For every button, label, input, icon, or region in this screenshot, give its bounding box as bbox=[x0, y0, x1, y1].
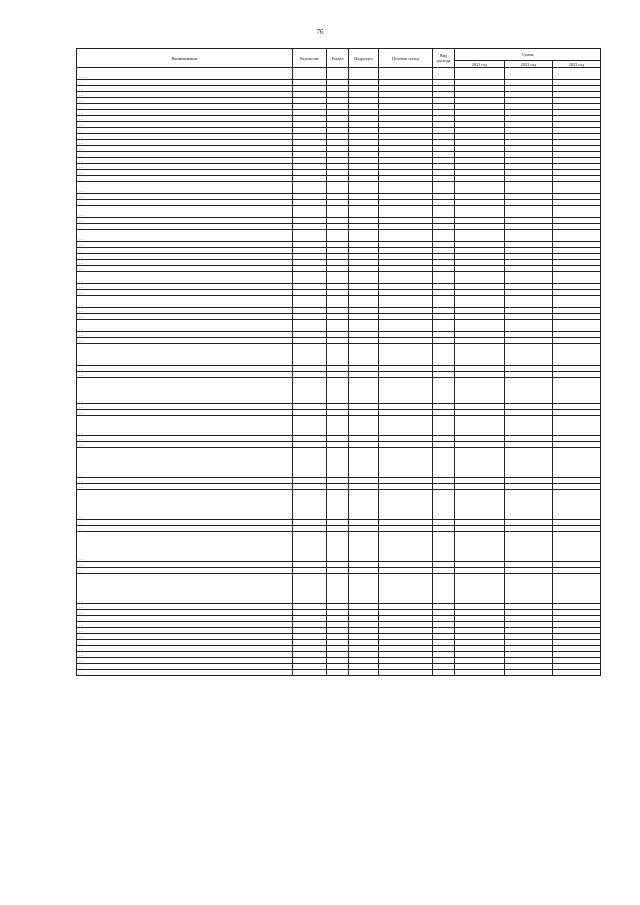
cell-dept bbox=[293, 230, 327, 242]
cell-y3 bbox=[553, 378, 601, 404]
cell-name: … bbox=[77, 152, 293, 158]
cell-y2 bbox=[505, 182, 553, 194]
cell-y3 bbox=[553, 182, 601, 194]
col-header-dept: Ведомство bbox=[293, 49, 327, 68]
col-header-year-1: 2021 год bbox=[455, 61, 505, 68]
cell-y3 bbox=[553, 670, 601, 676]
table-row bbox=[77, 230, 601, 242]
cell-name: … bbox=[77, 622, 293, 628]
cell-name: … bbox=[77, 176, 293, 182]
cell-name: … bbox=[77, 416, 293, 436]
cell-dept bbox=[293, 416, 327, 436]
cell-name: … bbox=[77, 266, 293, 272]
cell-name: … bbox=[77, 308, 293, 314]
cell-name: … bbox=[77, 610, 293, 616]
cell-vr bbox=[433, 344, 455, 366]
table-row bbox=[77, 272, 601, 284]
table-row bbox=[77, 416, 601, 436]
cell-dept bbox=[293, 574, 327, 604]
cell-vr bbox=[433, 272, 455, 284]
cell-y1 bbox=[455, 448, 505, 478]
cell-name: … bbox=[77, 478, 293, 484]
cell-y1 bbox=[455, 230, 505, 242]
table-row bbox=[77, 448, 601, 478]
cell-dept bbox=[293, 206, 327, 218]
budget-table bbox=[76, 48, 601, 676]
table-row bbox=[77, 670, 601, 676]
cell-tgt bbox=[379, 574, 433, 604]
cell-name: … bbox=[77, 372, 293, 378]
cell-dept bbox=[293, 344, 327, 366]
cell-y2 bbox=[505, 68, 553, 80]
cell-name: … bbox=[77, 98, 293, 104]
cell-sec bbox=[327, 344, 349, 366]
cell-sec bbox=[327, 272, 349, 284]
cell-sub bbox=[349, 206, 379, 218]
cell-name: … bbox=[77, 664, 293, 670]
cell-y2 bbox=[505, 490, 553, 520]
cell-y3 bbox=[553, 206, 601, 218]
cell-name: … bbox=[77, 568, 293, 574]
cell-name: … bbox=[77, 436, 293, 442]
col-header-year-3: 2023 год bbox=[553, 61, 601, 68]
table-header bbox=[77, 49, 601, 68]
cell-tgt bbox=[379, 320, 433, 332]
table-row bbox=[77, 206, 601, 218]
cell-y1 bbox=[455, 272, 505, 284]
cell-name: … bbox=[77, 200, 293, 206]
cell-sec bbox=[327, 670, 349, 676]
cell-sub bbox=[349, 416, 379, 436]
cell-y3 bbox=[553, 574, 601, 604]
cell-tgt bbox=[379, 206, 433, 218]
cell-sub bbox=[349, 574, 379, 604]
cell-y1 bbox=[455, 670, 505, 676]
cell-name: … bbox=[77, 140, 293, 146]
cell-name: … bbox=[77, 410, 293, 416]
table-row bbox=[77, 532, 601, 562]
cell-y3 bbox=[553, 68, 601, 80]
cell-name: … bbox=[77, 646, 293, 652]
cell-vr bbox=[433, 490, 455, 520]
cell-y1 bbox=[455, 378, 505, 404]
cell-dept bbox=[293, 296, 327, 308]
cell-tgt bbox=[379, 448, 433, 478]
cell-vr bbox=[433, 320, 455, 332]
cell-name: … bbox=[77, 80, 293, 86]
cell-name: … bbox=[77, 520, 293, 526]
col-header-sum: Сумма bbox=[455, 49, 601, 61]
cell-tgt bbox=[379, 230, 433, 242]
cell-y3 bbox=[553, 344, 601, 366]
cell-name: … bbox=[77, 272, 293, 284]
cell-name: … bbox=[77, 404, 293, 410]
cell-y2 bbox=[505, 272, 553, 284]
cell-tgt bbox=[379, 490, 433, 520]
cell-name: … bbox=[77, 158, 293, 164]
cell-y1 bbox=[455, 320, 505, 332]
cell-dept bbox=[293, 378, 327, 404]
cell-name: … bbox=[77, 344, 293, 366]
table-row bbox=[77, 296, 601, 308]
cell-name: … bbox=[77, 604, 293, 610]
cell-dept bbox=[293, 532, 327, 562]
cell-y2 bbox=[505, 532, 553, 562]
cell-name: … bbox=[77, 224, 293, 230]
cell-tgt bbox=[379, 182, 433, 194]
cell-y3 bbox=[553, 320, 601, 332]
cell-name: … bbox=[77, 448, 293, 478]
cell-name: … bbox=[77, 92, 293, 98]
cell-vr bbox=[433, 378, 455, 404]
cell-name: … bbox=[77, 116, 293, 122]
cell-sec bbox=[327, 320, 349, 332]
cell-name: … bbox=[77, 652, 293, 658]
cell-sec bbox=[327, 416, 349, 436]
table-row bbox=[77, 320, 601, 332]
cell-name: … bbox=[77, 574, 293, 604]
table-row bbox=[77, 574, 601, 604]
cell-name: … bbox=[77, 314, 293, 320]
cell-sec bbox=[327, 448, 349, 478]
cell-vr bbox=[433, 206, 455, 218]
cell-y1 bbox=[455, 296, 505, 308]
cell-sub bbox=[349, 182, 379, 194]
cell-name: … bbox=[77, 628, 293, 634]
cell-sec bbox=[327, 532, 349, 562]
cell-name: … bbox=[77, 128, 293, 134]
cell-sec bbox=[327, 490, 349, 520]
cell-y3 bbox=[553, 416, 601, 436]
cell-y1 bbox=[455, 490, 505, 520]
cell-vr bbox=[433, 574, 455, 604]
cell-tgt bbox=[379, 296, 433, 308]
cell-y3 bbox=[553, 448, 601, 478]
cell-tgt bbox=[379, 68, 433, 80]
cell-name: … bbox=[77, 248, 293, 254]
cell-y2 bbox=[505, 670, 553, 676]
cell-name: … bbox=[77, 332, 293, 338]
cell-name: … bbox=[77, 290, 293, 296]
cell-tgt bbox=[379, 670, 433, 676]
table-row bbox=[77, 344, 601, 366]
cell-vr bbox=[433, 182, 455, 194]
table-row bbox=[77, 378, 601, 404]
cell-tgt bbox=[379, 416, 433, 436]
cell-sub bbox=[349, 670, 379, 676]
cell-sec bbox=[327, 378, 349, 404]
cell-sub bbox=[349, 296, 379, 308]
cell-name: … bbox=[77, 86, 293, 92]
cell-sub bbox=[349, 378, 379, 404]
cell-name: … bbox=[77, 484, 293, 490]
cell-y1 bbox=[455, 344, 505, 366]
cell-dept bbox=[293, 68, 327, 80]
cell-y2 bbox=[505, 378, 553, 404]
cell-dept bbox=[293, 320, 327, 332]
cell-dept bbox=[293, 490, 327, 520]
cell-y2 bbox=[505, 416, 553, 436]
col-header-target: Целевая статья bbox=[379, 49, 433, 68]
cell-tgt bbox=[379, 532, 433, 562]
cell-name: … bbox=[77, 296, 293, 308]
cell-sub bbox=[349, 490, 379, 520]
page-number: 76 bbox=[316, 28, 324, 36]
col-header-subsection: Подраздел bbox=[349, 49, 379, 68]
cell-y3 bbox=[553, 490, 601, 520]
cell-sec bbox=[327, 574, 349, 604]
cell-y1 bbox=[455, 182, 505, 194]
cell-sec bbox=[327, 68, 349, 80]
cell-vr bbox=[433, 296, 455, 308]
cell-name: … bbox=[77, 170, 293, 176]
cell-sub bbox=[349, 230, 379, 242]
cell-name: … bbox=[77, 562, 293, 568]
cell-name: … bbox=[77, 146, 293, 152]
cell-name: … bbox=[77, 366, 293, 372]
cell-tgt bbox=[379, 272, 433, 284]
cell-dept bbox=[293, 182, 327, 194]
cell-name: … bbox=[77, 218, 293, 224]
cell-name: … bbox=[77, 634, 293, 640]
cell-sec bbox=[327, 296, 349, 308]
cell-y2 bbox=[505, 448, 553, 478]
cell-sec bbox=[327, 206, 349, 218]
cell-sub bbox=[349, 272, 379, 284]
cell-name: … bbox=[77, 134, 293, 140]
cell-name: … bbox=[77, 640, 293, 646]
col-header-expense-type: Вид расхода bbox=[433, 49, 455, 68]
cell-name: … bbox=[77, 194, 293, 200]
cell-sub bbox=[349, 448, 379, 478]
cell-y2 bbox=[505, 574, 553, 604]
cell-tgt bbox=[379, 378, 433, 404]
cell-vr bbox=[433, 416, 455, 436]
cell-sub bbox=[349, 532, 379, 562]
cell-sub bbox=[349, 68, 379, 80]
cell-y3 bbox=[553, 230, 601, 242]
cell-name: … bbox=[77, 526, 293, 532]
table-row bbox=[77, 68, 601, 80]
cell-tgt bbox=[379, 344, 433, 366]
cell-sub bbox=[349, 344, 379, 366]
cell-y2 bbox=[505, 296, 553, 308]
cell-dept bbox=[293, 670, 327, 676]
cell-name: … bbox=[77, 338, 293, 344]
cell-name: … bbox=[77, 122, 293, 128]
cell-name: … bbox=[77, 110, 293, 116]
cell-y1 bbox=[455, 68, 505, 80]
cell-vr bbox=[433, 230, 455, 242]
cell-name: … bbox=[77, 532, 293, 562]
cell-name: … bbox=[77, 320, 293, 332]
cell-name: … bbox=[77, 242, 293, 248]
cell-y2 bbox=[505, 344, 553, 366]
cell-name: … bbox=[77, 206, 293, 218]
cell-name: … bbox=[77, 670, 293, 676]
cell-y1 bbox=[455, 574, 505, 604]
cell-name: … bbox=[77, 164, 293, 170]
cell-name: … bbox=[77, 230, 293, 242]
cell-y1 bbox=[455, 416, 505, 436]
cell-name: … bbox=[77, 182, 293, 194]
cell-y3 bbox=[553, 296, 601, 308]
cell-y2 bbox=[505, 206, 553, 218]
table-row bbox=[77, 182, 601, 194]
cell-y2 bbox=[505, 320, 553, 332]
cell-sec bbox=[327, 182, 349, 194]
cell-name: … bbox=[77, 104, 293, 110]
col-header-year-2: 2022 год bbox=[505, 61, 553, 68]
cell-name: … bbox=[77, 442, 293, 448]
cell-vr bbox=[433, 532, 455, 562]
cell-name: … bbox=[77, 658, 293, 664]
cell-name: … bbox=[77, 378, 293, 404]
cell-name: … bbox=[77, 490, 293, 520]
col-header-section: Раздел bbox=[327, 49, 349, 68]
cell-y1 bbox=[455, 206, 505, 218]
cell-vr bbox=[433, 448, 455, 478]
table-row bbox=[77, 490, 601, 520]
col-header-name: Наименование bbox=[77, 49, 293, 68]
cell-name: … … bbox=[77, 68, 293, 80]
cell-sec bbox=[327, 230, 349, 242]
cell-vr bbox=[433, 670, 455, 676]
cell-y2 bbox=[505, 230, 553, 242]
cell-y3 bbox=[553, 532, 601, 562]
cell-vr bbox=[433, 68, 455, 80]
cell-dept bbox=[293, 448, 327, 478]
cell-name: … bbox=[77, 616, 293, 622]
cell-dept bbox=[293, 272, 327, 284]
cell-sub bbox=[349, 320, 379, 332]
cell-y1 bbox=[455, 532, 505, 562]
cell-name: … bbox=[77, 284, 293, 290]
cell-y3 bbox=[553, 272, 601, 284]
cell-name: … bbox=[77, 260, 293, 266]
cell-name: … bbox=[77, 254, 293, 260]
table-body bbox=[77, 68, 601, 676]
